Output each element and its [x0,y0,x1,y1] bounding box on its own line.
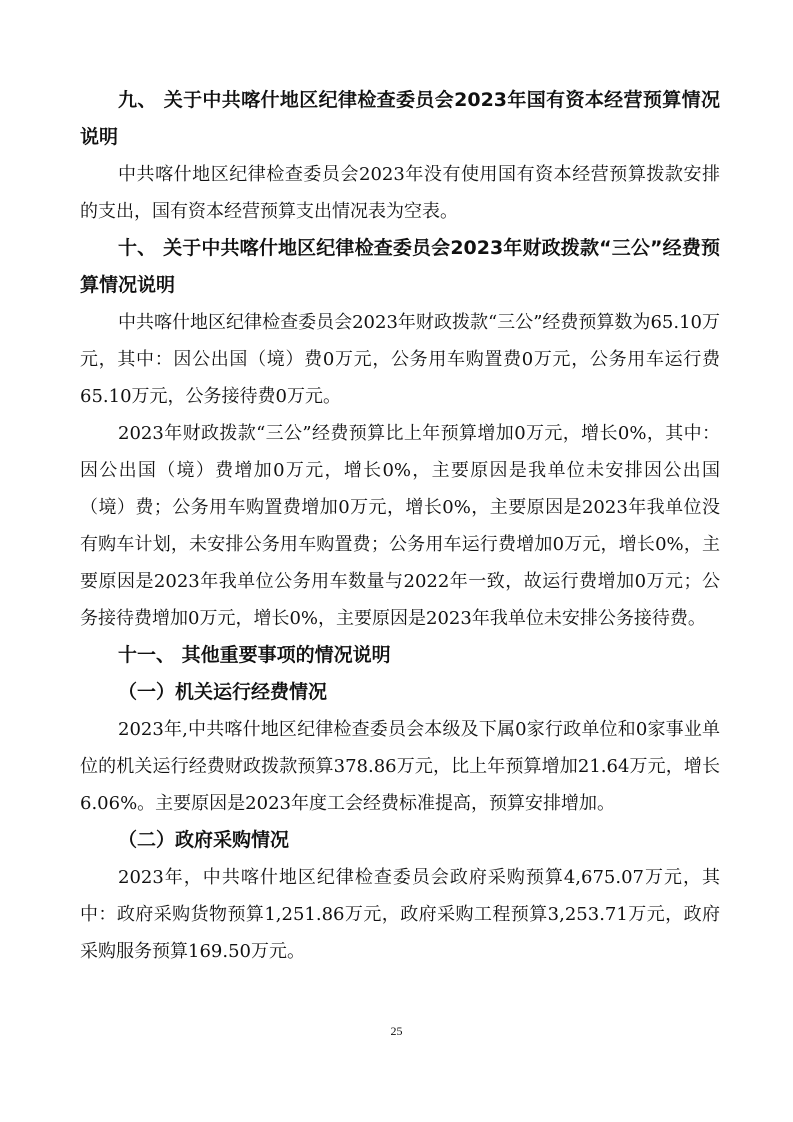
section-heading-10: 十、 关于中共喀什地区纪律检查委员会2023年财政拨款“三公”经费预算情况说明 [80,237,720,296]
section-10-paragraph-1: 中共喀什地区纪律检查委员会2023年财政拨款“三公”经费预算数为65.10万元，其中：因公出国（境）费0万元，公务用车购置费0万元，公务用车运行费65.10万元，公务接待费0万元。 [80,312,720,407]
document-body [80,82,720,970]
page-number: 25 [390,1024,403,1038]
subsection-procurement-paragraph: 2023年，中共喀什地区纪律检查委员会政府采购预算4,675.07万元，其中：政府采购货物预算1,251.86万元，政府采购工程预算3,253.71万元，政府采购服务预算169.50万元。 [80,867,720,962]
section-heading-9: 九、 关于中共喀什地区纪律检查委员会2023年国有资本经营预算情况说明 [80,89,720,148]
subsection-operating-costs-paragraph: 2023年,中共喀什地区纪律检查委员会本级及下属0家行政单位和0家事业单位的机关运行经费财政拨款预算378.86万元，比上年预算增加21.64万元，增长6.06%。主要原因是2023年度工会经费标准提高，预算安排增加。 [80,719,720,814]
section-10-paragraph-2: 2023年财政拨款“三公”经费预算比上年预算增加0万元，增长0%，其中：因公出国（境）费增加0万元，增长0%，主要原因是我单位未安排因公出国（境）费；公务用车购置费增加0万元，增长0%，主要原因是2023年我单位没有购车计划，未安排公务用车购置费；公务用车运行费增加0万元，增长0%，主要原因是2023年我单位公务用车数量与2022年一致，故运行费增加0万元；公务接待费增加0万元，增长0%，主要原因是2023年我单位未安排公务接待费。 [80,423,720,629]
section-9-paragraph-1: 中共喀什地区纪律检查委员会2023年没有使用国有资本经营预算拨款安排的支出，国有资本经营预算支出情况表为空表。 [80,164,720,222]
subsection-heading-operating-costs: （一）机关运行经费情况 [118,681,328,703]
section-heading-11: 十一、 其他重要事项的情况说明 [118,644,391,666]
subsection-heading-procurement: （二）政府采购情况 [118,829,290,851]
